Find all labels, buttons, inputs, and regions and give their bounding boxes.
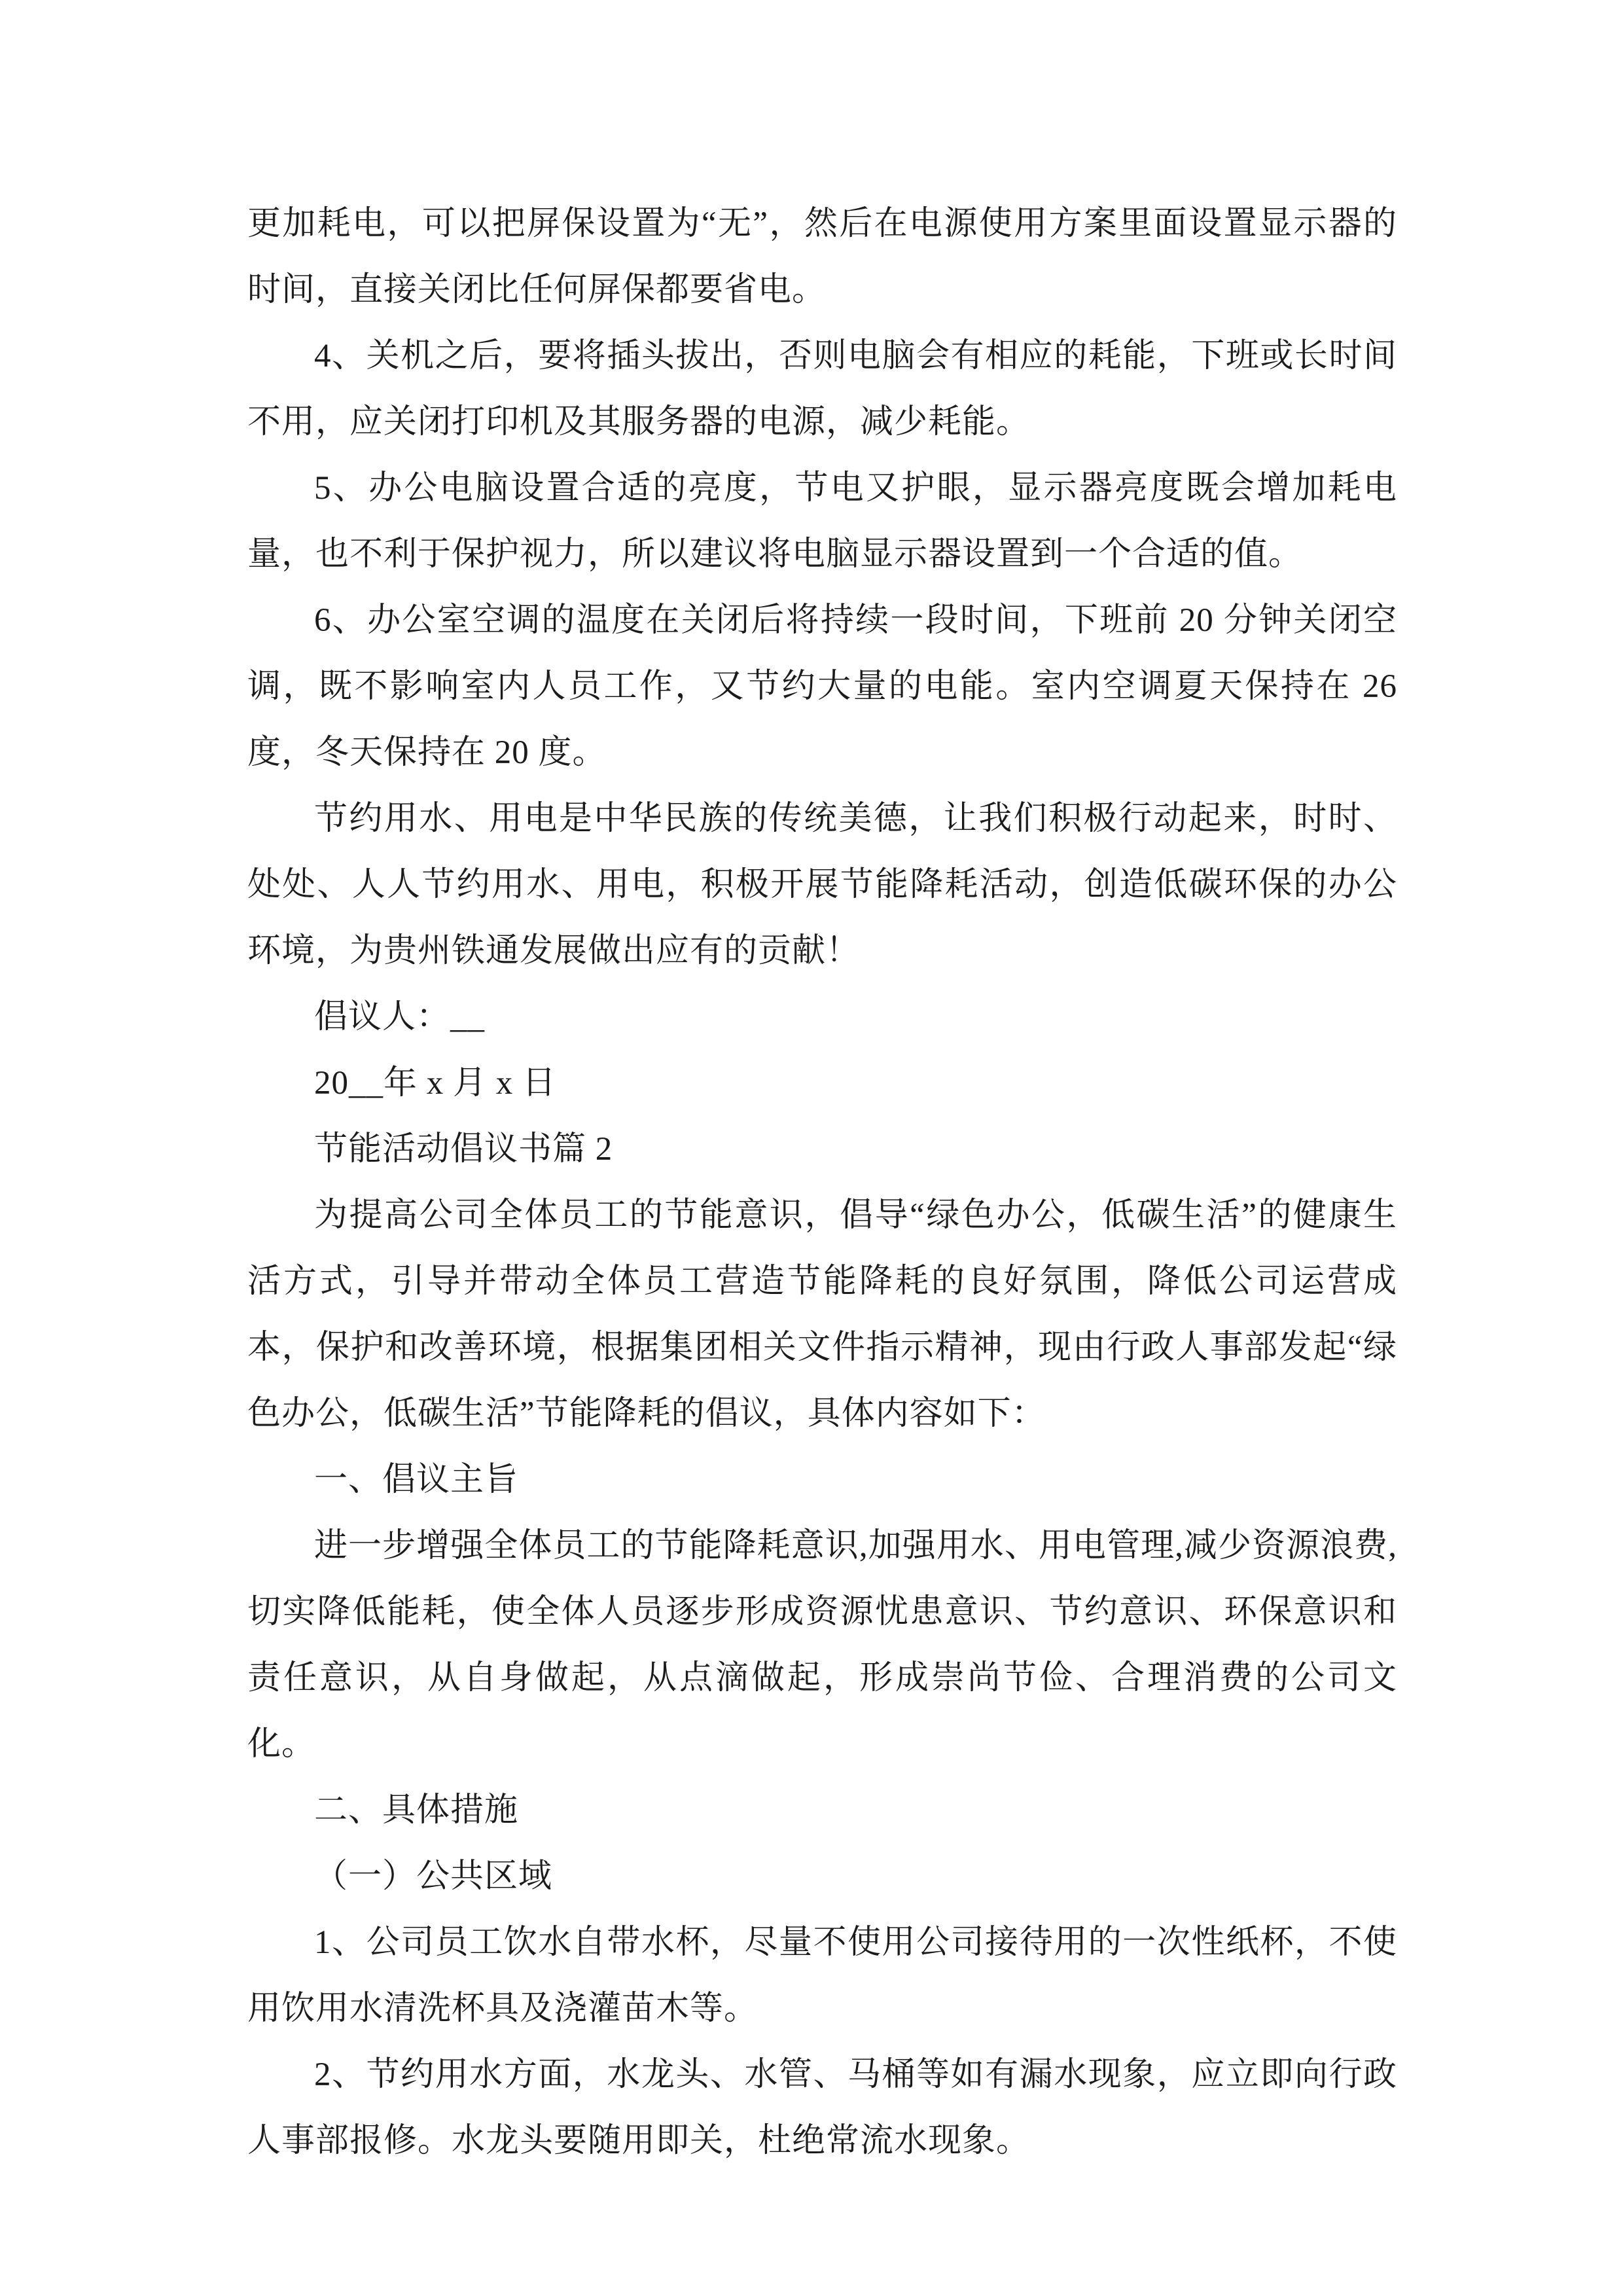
paragraph-item-5: 5、办公电脑设置合适的亮度，节电又护眼，显示器亮度既会增加耗电量，也不利于保护视力，所以建议将电脑显示器设置到一个合适的值。	[247, 470, 1397, 573]
paragraph-item-4: 4、关机之后，要将插头拔出，否则电脑会有相应的耗能，下班或长时间不用，应关闭打印机及其服务器的电源，减少耗能。	[247, 338, 1397, 440]
date-line: 20__年 x 月 x 日	[314, 1065, 557, 1102]
paragraph-continuation: 更加耗电，可以把屏保设置为“无”，然后在电源使用方案里面设置显示器的时间，直接关闭比任何屏保都要省电。	[247, 206, 1397, 308]
heading-proposal-purpose: 一、倡议主旨	[314, 1462, 519, 1498]
section-title-part2: 节能活动倡议书篇 2	[314, 1131, 613, 1168]
paragraph-closing-appeal: 节约用水、用电是中华民族的传统美德，让我们积极行动起来，时时、处处、人人节约用水、用电，积极开展节能降耗活动，创造低碳环保的办公环境，为贵州铁通发展做出应有的贡献！	[247, 800, 1397, 969]
heading-concrete-measures: 二、具体措施	[314, 1792, 519, 1829]
paragraph-measure-2: 2、节约用水方面，水龙头、水管、马桶等如有漏水现象，应立即向行政人事部报修。水龙头要随用即关，杜绝常流水现象。	[247, 2056, 1397, 2159]
paragraph-purpose-body: 进一步增强全体员工的节能降耗意识,加强用水、用电管理,减少资源浪费,切实降低能耗，使全体人员逐步形成资源忧患意识、节约意识、环保意识和责任意识，从自身做起，从点滴做起，形成崇尚节俭、合理消费的公司文化。	[247, 1528, 1397, 1763]
paragraph-item-6: 6、办公室空调的温度在关闭后将持续一段时间，下班前 20 分钟关闭空调，既不影响室内人员工作，又节约大量的电能。室内空调夏天保持在 26 度，冬天保持在 20 度。	[247, 602, 1397, 771]
paragraph-intro-part2: 为提高公司全体员工的节能意识，倡导“绿色办公，低碳生活”的健康生活方式，引导并带动全体员工营造节能降耗的良好氛围，降低公司运营成本，保护和改善环境，根据集团相关文件指示精神，现由行政人事部发起“绿色办公，低碳生活”节能降耗的倡议，具体内容如下：	[247, 1197, 1397, 1432]
paragraph-measure-1: 1、公司员工饮水自带水杯，尽量不使用公司接待用的一次性纸杯，不使用饮用水清洗杯具及浇灌苗木等。	[247, 1924, 1397, 2027]
document-text-body	[247, 191, 1397, 2174]
signature-line: 倡议人：__	[314, 999, 486, 1035]
subheading-public-area: （一）公共区域	[314, 1858, 553, 1895]
